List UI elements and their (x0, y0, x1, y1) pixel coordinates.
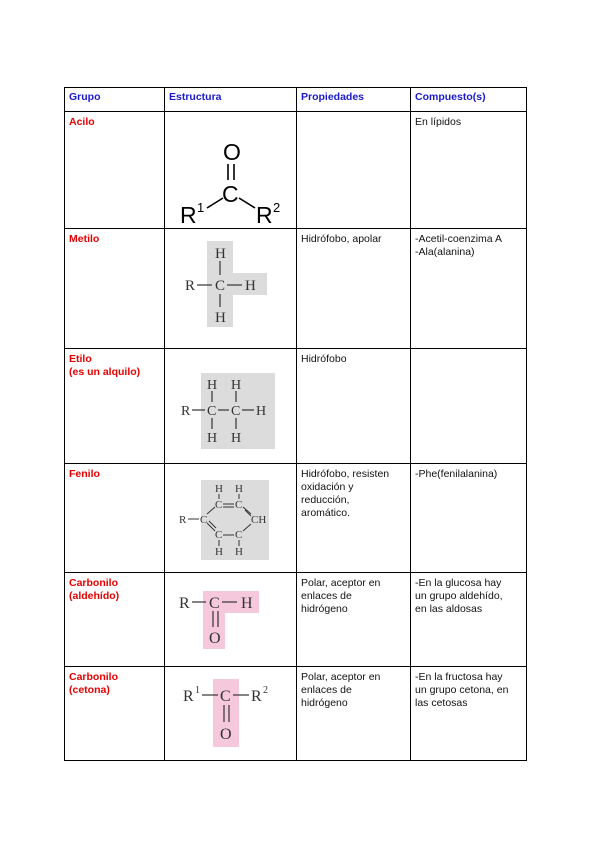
svg-text:H: H (235, 546, 243, 558)
svg-text:H: H (207, 431, 218, 446)
methyl-structure-diagram (165, 229, 297, 348)
svg-text:O: O (209, 630, 221, 647)
svg-text:H: H (235, 483, 243, 495)
svg-text:C: C (235, 499, 243, 511)
header-estructura: Estructura (165, 88, 297, 112)
svg-text:R: R (256, 202, 273, 228)
header-row (65, 88, 527, 112)
svg-text:O: O (223, 139, 241, 165)
group-name: Carbonilo (cetona) (65, 667, 165, 761)
svg-text:H: H (215, 483, 223, 495)
compounds-cell: -En la fructosa hay un grupo cetona, en las cetosas (411, 667, 527, 761)
table-row (65, 573, 527, 667)
svg-text:R: R (179, 514, 187, 526)
svg-text:R: R (185, 278, 196, 294)
properties-cell: Hidrófobo (297, 349, 411, 464)
svg-text:R: R (183, 688, 194, 705)
properties-cell (297, 112, 411, 229)
svg-text:CH: CH (251, 514, 267, 526)
svg-text:H: H (231, 378, 242, 393)
structure-phenyl (165, 464, 297, 573)
svg-text:C: C (215, 499, 223, 511)
table-row (65, 112, 527, 229)
svg-text:H: H (231, 431, 242, 446)
table-row (65, 667, 527, 761)
acyl-structure-diagram (165, 112, 297, 228)
properties-cell: Polar, aceptor en enlaces de hidrógeno (297, 573, 411, 667)
structure-ethyl (165, 349, 297, 464)
header-grupo: Grupo (65, 88, 165, 112)
svg-text:H: H (245, 278, 256, 294)
structure-aldehyde (165, 573, 297, 667)
svg-text:C: C (235, 529, 243, 541)
structure-ketone (165, 667, 297, 761)
compounds-cell: -Acetil-coenzima A -Ala(alanina) (411, 229, 527, 349)
compounds-cell: En lípidos (411, 112, 527, 229)
svg-text:2: 2 (263, 685, 268, 696)
svg-text:R: R (179, 595, 190, 612)
properties-cell: Hidrófobo, resisten oxidación y reducción, aromático. (297, 464, 411, 573)
table-row (65, 464, 527, 573)
svg-text:C: C (209, 595, 220, 612)
svg-text:R: R (251, 688, 262, 705)
svg-text:C: C (215, 278, 226, 294)
group-name: Fenilo (65, 464, 165, 573)
functional-groups-table (64, 87, 527, 761)
svg-text:C: C (215, 529, 223, 541)
svg-text:1: 1 (197, 200, 205, 215)
compounds-cell (411, 349, 527, 464)
svg-text:C: C (200, 514, 208, 526)
group-name: Metilo (65, 229, 165, 349)
structure-acyl (165, 112, 297, 229)
svg-text:H: H (215, 310, 226, 326)
group-name: Etilo (es un alquilo) (65, 349, 165, 464)
table-row (65, 349, 527, 464)
properties-cell: Polar, aceptor en enlaces de hidrógeno (297, 667, 411, 761)
ethyl-structure-diagram (165, 349, 297, 463)
svg-text:2: 2 (273, 200, 281, 215)
svg-text:1: 1 (195, 685, 200, 696)
svg-text:C: C (220, 688, 231, 705)
table-row (65, 229, 527, 349)
svg-text:H: H (256, 404, 267, 419)
ketone-structure-diagram (165, 667, 297, 760)
group-name: Carbonilo (aldehído) (65, 573, 165, 667)
svg-text:H: H (241, 595, 253, 612)
properties-cell: Hidrófobo, apolar (297, 229, 411, 349)
phenyl-structure-diagram (165, 464, 297, 572)
svg-text:H: H (215, 546, 223, 558)
svg-text:C: C (231, 404, 241, 419)
svg-text:C: C (222, 181, 239, 207)
compounds-cell: -Phe(fenilalanina) (411, 464, 527, 573)
header-compuestos: Compuesto(s) (411, 88, 527, 112)
header-propiedades: Propiedades (297, 88, 411, 112)
svg-text:H: H (207, 378, 218, 393)
svg-text:H: H (215, 246, 226, 262)
compounds-cell: -En la glucosa hay un grupo aldehído, en las aldosas (411, 573, 527, 667)
aldehyde-structure-diagram (165, 573, 297, 666)
group-name: Acilo (65, 112, 165, 229)
svg-text:O: O (220, 726, 232, 743)
svg-text:R: R (180, 202, 197, 228)
svg-text:C: C (207, 404, 217, 419)
svg-text:R: R (181, 404, 191, 419)
structure-methyl (165, 229, 297, 349)
